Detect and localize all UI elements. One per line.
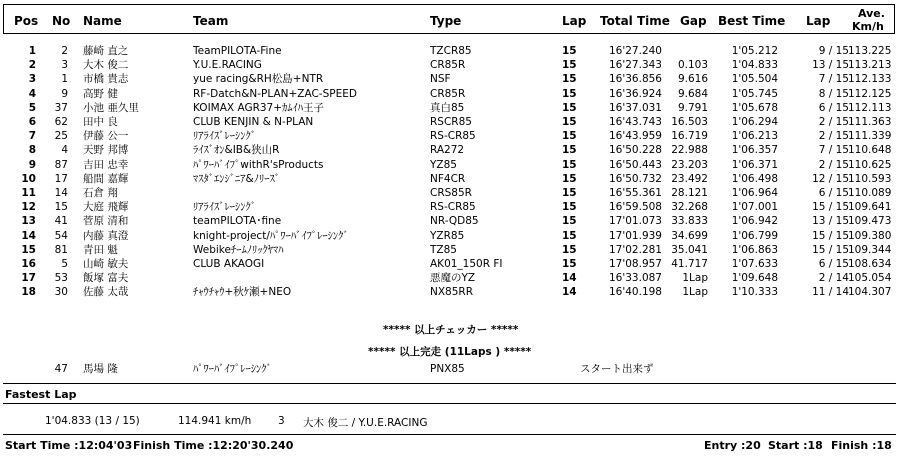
cell-gap: 22.988 (671, 144, 708, 157)
cell-pos: 17 (21, 272, 36, 285)
cell-ave: 113.213 (848, 59, 892, 72)
cell-type: RSCR85 (430, 116, 472, 128)
header-no: No (52, 14, 71, 28)
cell-type: NR-QD85 (430, 215, 479, 228)
cell-best-time: 1'06.294 (731, 116, 778, 128)
cell-best-time: 1'05.745 (731, 87, 778, 100)
cell-no: 15 (54, 201, 68, 214)
table-row (0, 101, 900, 115)
cell-lap: 15 (562, 158, 577, 171)
table-row (0, 257, 900, 271)
cell-pos: 1 (28, 45, 36, 57)
cell-best-lap: 2 / 15 (818, 158, 849, 171)
table-row (0, 143, 900, 157)
dns-no: 47 (54, 363, 68, 375)
cell-ave: 109.473 (848, 215, 892, 228)
table-row (0, 271, 900, 285)
cell-best-lap: 8 / 15 (818, 87, 849, 100)
cell-pos: 10 (21, 172, 36, 185)
cell-pos: 2 (28, 59, 36, 72)
cell-gap: 1Lap (682, 286, 708, 299)
cell-team: ﾏｽﾀﾞｴﾝｼﾞﾆｱ&ﾉﾘｰｽﾞ (193, 172, 280, 185)
cell-team: ﾁｬｳﾁｬｳ+秋ｹ瀬+NEO (193, 286, 292, 299)
cell-no: 17 (54, 172, 68, 185)
cell-best-time: 1'05.678 (731, 101, 778, 114)
cell-gap: 9.791 (677, 101, 708, 114)
cell-total-time: 16'50.443 (609, 158, 662, 171)
fastest-lap-speed: 114.941 km/h (178, 415, 252, 427)
cell-best-lap: 6 / 15 (818, 101, 849, 114)
cell-gap: 9.684 (677, 87, 708, 100)
cell-type: AK01_150R FI (430, 258, 503, 270)
cell-name: 天野 邦博 (83, 144, 129, 157)
cell-best-lap: 12 / 15 (812, 172, 849, 185)
header-pos: Pos (14, 14, 39, 28)
header-best-time: Best Time (718, 14, 786, 28)
header-best-lap: Lap (806, 14, 831, 28)
header-ave-line1: Ave. (858, 7, 885, 20)
cell-best-lap: 11 / 14 (812, 286, 849, 299)
cell-best-time: 1'06.799 (731, 229, 778, 242)
cell-best-time: 1'04.833 (731, 59, 778, 72)
cell-lap: 15 (562, 215, 577, 228)
cell-best-time: 1'05.212 (731, 45, 778, 57)
header-ave-line2: Km/h (852, 20, 884, 33)
table-row (0, 214, 900, 228)
cell-total-time: 16'55.361 (609, 187, 662, 199)
cell-no: 5 (61, 258, 68, 270)
cell-gap: 23.203 (671, 158, 708, 171)
cell-gap: 16.503 (671, 116, 708, 128)
divider-footer (3, 434, 896, 435)
cell-type: 真白85 (430, 101, 465, 114)
table-row (0, 158, 900, 172)
cell-ave: 104.307 (848, 286, 892, 299)
table-row (0, 87, 900, 101)
cell-name: 菅原 清和 (83, 215, 129, 228)
cell-total-time: 16'59.508 (609, 201, 662, 214)
cell-ave: 110.089 (848, 187, 892, 199)
cell-team: ﾊﾟﾜｰﾊﾞｲﾌﾟwithR'sProducts (193, 158, 324, 171)
footer-start: Start :18 (768, 439, 823, 452)
cell-ave: 110.648 (848, 144, 892, 157)
cell-name: 飯塚 富夫 (83, 272, 129, 285)
cell-ave: 113.225 (848, 45, 892, 57)
divider-fastest-top (3, 383, 896, 384)
cell-no: 41 (54, 215, 68, 228)
cell-lap: 15 (562, 87, 577, 100)
fastest-lap-no: 3 (278, 415, 285, 427)
cell-name: 内藤 真澄 (83, 229, 129, 242)
footer-finish: Finish :18 (831, 439, 892, 452)
dns-row (0, 362, 900, 376)
cell-type: 悪魔のYZ (430, 272, 476, 285)
cell-best-time: 1'09.648 (731, 272, 778, 285)
cell-no: 2 (61, 45, 68, 57)
cell-name: 吉田 忠幸 (83, 158, 129, 171)
dns-name: 馬場 隆 (83, 363, 118, 375)
table-row (0, 243, 900, 257)
cell-pos: 18 (21, 286, 36, 299)
cell-best-time: 1'10.333 (731, 286, 778, 299)
cell-no: 62 (54, 116, 68, 128)
cell-total-time: 17'02.281 (609, 243, 662, 256)
cell-team: CLUB KENJIN & N-PLAN (193, 116, 314, 128)
dns-status: スタート出来ず (580, 363, 654, 375)
cell-name: 市橋 貴志 (83, 73, 129, 86)
cell-team: ﾘｱﾗｲｽﾞﾚｰｼﾝｸﾞ (193, 201, 256, 214)
cell-type: RS-CR85 (430, 201, 476, 214)
divider-fastest-bottom (3, 403, 896, 404)
footer-entry: Entry :20 (704, 439, 761, 452)
cell-gap: 0.103 (677, 59, 708, 72)
cell-type: TZCR85 (430, 45, 472, 57)
cell-best-time: 1'05.504 (731, 73, 778, 86)
cell-total-time: 16'40.198 (609, 286, 662, 299)
cell-total-time: 17'01.939 (609, 229, 662, 242)
cell-pos: 6 (28, 116, 36, 128)
cell-pos: 12 (21, 201, 36, 214)
header-team: Team (193, 14, 229, 28)
cell-no: 4 (61, 144, 68, 157)
cell-type: RS-CR85 (430, 130, 476, 143)
cell-name: 高野 健 (83, 87, 118, 100)
cell-best-lap: 6 / 15 (818, 187, 849, 199)
cell-total-time: 16'37.031 (609, 101, 662, 114)
cell-total-time: 16'43.959 (609, 130, 662, 143)
cell-type: NX85RR (430, 286, 473, 299)
cell-best-time: 1'06.213 (731, 130, 778, 143)
cell-ave: 112.125 (848, 87, 892, 100)
cell-no: 53 (54, 272, 68, 285)
cell-total-time: 16'36.856 (609, 73, 662, 86)
cell-team: TeamPILOTA-Fine (193, 45, 282, 57)
cell-best-time: 1'06.964 (731, 187, 778, 199)
cell-ave: 112.133 (848, 73, 892, 86)
table-row (0, 115, 900, 129)
cell-team: KOIMAX AGR37+ｶﾑｲﾊ王子 (193, 101, 325, 114)
cell-gap: 16.719 (671, 130, 708, 143)
cell-pos: 7 (28, 130, 36, 143)
header-type: Type (430, 14, 462, 28)
cell-lap: 15 (562, 101, 577, 114)
cell-team: knight-project/ﾊﾟﾜｰﾊﾞｲﾌﾟﾚｰｼﾝｸﾞ (193, 229, 349, 242)
cell-name: 藤崎 直之 (83, 45, 129, 57)
cell-ave: 109.344 (848, 243, 892, 256)
cell-team: ﾗｲｽﾞｵﾝ&IB&狭山R (193, 144, 280, 157)
cell-lap: 14 (562, 272, 577, 285)
cell-total-time: 16'27.240 (609, 45, 662, 57)
cell-best-lap: 13 / 15 (812, 215, 849, 228)
cell-best-lap: 15 / 15 (812, 229, 849, 242)
cell-team: CLUB AKAOGI (193, 258, 265, 270)
cell-best-time: 1'07.633 (731, 258, 778, 270)
cell-type: CR85R (430, 59, 466, 72)
cell-best-time: 1'06.371 (731, 158, 778, 171)
cell-gap: 33.833 (671, 215, 708, 228)
table-row (0, 186, 900, 200)
fastest-lap-time: 1'04.833 (13 / 15) (45, 415, 140, 427)
cell-best-lap: 15 / 15 (812, 201, 849, 214)
cell-total-time: 16'33.087 (609, 272, 662, 285)
cell-gap: 9.616 (677, 73, 708, 86)
cell-pos: 3 (28, 73, 36, 86)
cell-name: 佐藤 太哉 (83, 286, 129, 299)
table-row (0, 44, 900, 58)
cell-gap: 34.699 (671, 229, 708, 242)
cell-ave: 105.054 (848, 272, 892, 285)
cell-type: TZ85 (430, 243, 457, 256)
cell-name: 船間 嘉輝 (83, 172, 129, 185)
cell-type: RA272 (430, 144, 465, 157)
cell-type: YZ85 (430, 158, 457, 171)
cell-team: yue racing&RH松島+NTR (193, 73, 324, 86)
fastest-lap-rider: 大木 俊二 / Y.U.E.RACING (303, 417, 428, 429)
cell-best-lap: 9 / 15 (818, 45, 849, 57)
dns-type: PNX85 (430, 363, 465, 375)
cell-team: teamPILOTA･fine (193, 215, 282, 228)
cell-pos: 15 (21, 243, 36, 256)
cell-pos: 13 (21, 215, 36, 228)
cell-lap: 15 (562, 130, 577, 143)
cell-total-time: 16'36.924 (609, 87, 662, 100)
cell-ave: 111.339 (848, 130, 892, 143)
cell-team: Y.U.E.RACING (193, 59, 262, 72)
cell-team: Webikeﾁｰﾑﾉﾘｯｸﾔﾏﾊ (193, 243, 284, 256)
table-row (0, 58, 900, 72)
footer-start-time: Start Time :12:04'03 (5, 439, 133, 452)
cell-name: 石倉 翔 (83, 187, 118, 199)
cell-best-lap: 2 / 15 (818, 116, 849, 128)
cell-total-time: 16'50.732 (609, 172, 662, 185)
table-row (0, 229, 900, 243)
cell-no: 30 (54, 286, 68, 299)
cell-gap: 35.041 (671, 243, 708, 256)
cell-lap: 15 (562, 258, 577, 270)
cell-name: 青田 魁 (83, 243, 118, 256)
cell-name: 大木 俊二 (83, 59, 129, 72)
cell-name: 山崎 敏夫 (83, 258, 129, 270)
dns-team: ﾊﾟﾜｰﾊﾞｲﾌﾟﾚｰｼﾝｸﾞ (193, 363, 272, 375)
cell-pos: 4 (28, 87, 36, 100)
cell-gap: 23.492 (671, 172, 708, 185)
cell-no: 87 (54, 158, 68, 171)
table-row (0, 129, 900, 143)
cell-no: 37 (54, 101, 68, 114)
cell-total-time: 17'08.957 (609, 258, 662, 270)
cell-best-time: 1'06.498 (731, 172, 778, 185)
cell-ave: 109.380 (848, 229, 892, 242)
cell-name: 田中 良 (83, 116, 118, 128)
cell-gap: 41.717 (671, 258, 708, 270)
cell-team: RF-Datch&N-PLAN+ZAC-SPEED (193, 87, 357, 100)
cell-total-time: 16'43.743 (609, 116, 662, 128)
cell-type: NF4CR (430, 172, 466, 185)
cell-lap: 15 (562, 201, 577, 214)
cell-total-time: 16'50.228 (609, 144, 662, 157)
cell-pos: 8 (28, 144, 36, 157)
cell-best-lap: 7 / 15 (818, 73, 849, 86)
cell-no: 1 (61, 73, 68, 86)
cell-best-time: 1'06.863 (731, 243, 778, 256)
cell-lap: 15 (562, 73, 577, 86)
cell-gap: 1Lap (682, 272, 708, 285)
cell-gap: 32.268 (671, 201, 708, 214)
cell-no: 25 (54, 130, 68, 143)
header-total-time: Total Time (600, 14, 670, 28)
cell-best-lap: 7 / 15 (818, 144, 849, 157)
cell-no: 81 (54, 243, 68, 256)
table-row (0, 285, 900, 299)
cell-name: 大庭 飛輝 (83, 201, 129, 214)
cell-no: 9 (61, 87, 68, 100)
cell-lap: 15 (562, 172, 577, 185)
cell-total-time: 17'01.073 (609, 215, 662, 228)
cell-pos: 14 (21, 229, 36, 242)
cell-team: ﾘｱﾗｲｽﾞﾚｰｼﾝｸﾞ (193, 130, 256, 143)
cell-best-lap: 15 / 15 (812, 243, 849, 256)
cell-lap: 15 (562, 243, 577, 256)
cell-best-time: 1'07.001 (731, 201, 778, 214)
header-name: Name (83, 14, 122, 28)
cell-pos: 11 (21, 187, 36, 199)
cell-best-lap: 2 / 15 (818, 130, 849, 143)
cell-best-lap: 6 / 15 (818, 258, 849, 270)
cell-no: 3 (61, 59, 68, 72)
table-row (0, 72, 900, 86)
cell-no: 54 (54, 229, 68, 242)
cell-lap: 15 (562, 144, 577, 157)
cell-lap: 15 (562, 59, 577, 72)
cell-gap: 28.121 (671, 187, 708, 199)
header-lap: Lap (562, 14, 587, 28)
cell-type: CR85R (430, 87, 466, 100)
cell-pos: 5 (28, 101, 36, 114)
cell-type: NSF (430, 73, 451, 86)
header-gap: Gap (680, 14, 707, 28)
cell-pos: 9 (28, 158, 36, 171)
cell-lap: 15 (562, 229, 577, 242)
cell-lap: 15 (562, 45, 577, 57)
cell-ave: 112.113 (848, 101, 892, 114)
cell-ave: 110.625 (848, 158, 892, 171)
cell-lap: 15 (562, 116, 577, 128)
cell-pos: 16 (21, 258, 36, 270)
cell-lap: 14 (562, 286, 577, 299)
table-row (0, 200, 900, 214)
finish-note: ***** 以上完走 (11Laps ) ***** (368, 346, 532, 358)
cell-ave: 108.634 (848, 258, 892, 270)
cell-no: 14 (54, 187, 68, 199)
cell-type: YZR85 (430, 229, 465, 242)
fastest-lap-title: Fastest Lap (5, 388, 77, 401)
cell-best-time: 1'06.942 (731, 215, 778, 228)
cell-lap: 15 (562, 187, 577, 199)
cell-best-lap: 13 / 15 (812, 59, 849, 72)
cell-name: 伊藤 公一 (83, 130, 129, 143)
cell-name: 小池 亜久里 (83, 101, 139, 114)
table-row (0, 172, 900, 186)
footer-finish-time: Finish Time :12:20'30.240 (133, 439, 294, 452)
cell-type: CRS85R (430, 187, 472, 199)
cell-best-lap: 2 / 14 (818, 272, 849, 285)
checker-note: ***** 以上チェッカー ***** (383, 324, 519, 336)
cell-best-time: 1'06.357 (731, 144, 778, 157)
cell-total-time: 16'27.343 (609, 59, 662, 72)
cell-ave: 109.641 (848, 201, 892, 214)
cell-ave: 111.363 (848, 116, 892, 128)
cell-ave: 110.593 (848, 172, 892, 185)
